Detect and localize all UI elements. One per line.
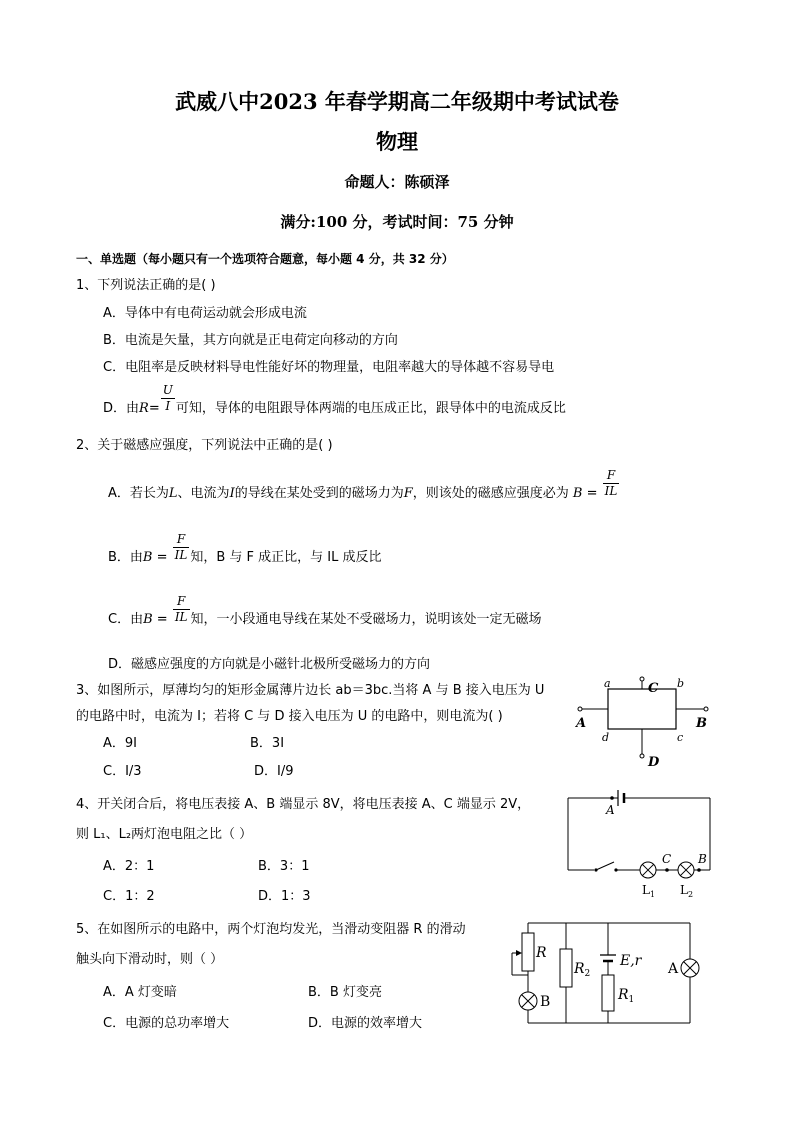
section-heading: 一、单选题（每小题只有一个选项符合题意，每小题 4 分，共 32 分） (76, 252, 454, 266)
q2-b-fraction: $\frac{F}{IL}$ (174, 532, 188, 562)
label-B: B (696, 716, 707, 731)
q2-stem: 2、关于磁感应强度，下列说法中正确的是( ) (76, 438, 333, 453)
exam-title: 武威八中2023 年春学期高二年级期中考试试卷 (175, 89, 619, 114)
q2-c-fraction: $\frac{F}{IL}$ (174, 594, 188, 624)
q3-option-c: C．I/3 (103, 764, 142, 779)
label-L2: $L_2$ (680, 883, 694, 898)
subject-title: 物理 (376, 129, 418, 154)
slider-arrow (516, 950, 522, 956)
q4-option-d: D．1：3 (258, 889, 311, 904)
q5-option-a: A．A 灯变暗 (103, 985, 177, 1000)
label-A: A (668, 961, 679, 977)
author-line: 命题人：陈硕泽 (344, 173, 450, 191)
q4-option-c: C．1：2 (103, 889, 155, 904)
switch-blade (596, 862, 614, 870)
q3-option-d: D．I/9 (254, 764, 294, 779)
label-L1: $L_1$ (642, 883, 656, 898)
label-D: D (648, 755, 660, 770)
node-b (697, 868, 701, 872)
q5-line2: 触头向下滑动时，则（ ） (76, 952, 224, 967)
label-R1: $R_1$ (618, 987, 635, 1005)
node-a (610, 796, 614, 800)
q4-line1: 4、开关闭合后，将电压表接 A、B 端显示 8V，将电压表接 A、C 端显示 2V， (76, 797, 531, 812)
q2-option-b: B．由B = $\frac{F}{IL}$ 知，B 与 F 成正比，与 IL 成反比 (108, 532, 382, 565)
terminal-d (640, 754, 644, 758)
q2-option-d: D．磁感应强度的方向就是小磁针北极所受磁场力的方向 (108, 657, 431, 672)
metal-plate (608, 689, 676, 729)
rheostat-r (522, 933, 534, 971)
q2-a-fraction: $\frac{F}{IL}$ (604, 468, 618, 498)
q4-option-b: B．3：1 (258, 859, 310, 874)
q1-option-c: C．电阻率是反映材料导电性能好坏的物理量，电阻率越大的导体越不容易导电 (103, 360, 555, 375)
label-R: R (536, 945, 547, 961)
q1-option-a: A．导体中有电荷运动就会形成电流 (103, 306, 307, 321)
q4-option-a: A．2：1 (103, 859, 155, 874)
q1-stem: 1、下列说法正确的是( ) (76, 278, 216, 293)
q1-option-b: B．电流是矢量，其方向就是正电荷定向移动的方向 (103, 333, 398, 348)
label-C: C (648, 681, 659, 696)
label-A: A (576, 716, 587, 731)
q5-option-b: B．B 灯变亮 (308, 985, 382, 1000)
q3-option-b: B．3I (250, 736, 285, 751)
label-d: d (602, 731, 610, 744)
resistor-r2 (560, 949, 572, 987)
q3-line1: 3、如图所示，厚薄均匀的矩形金属薄片边长 ab＝3bc.当将 A 与 B 接入电压为 U (76, 683, 545, 698)
label-A: A (606, 803, 615, 817)
label-B: B (540, 994, 551, 1010)
node-c (665, 868, 669, 872)
q5-option-c: C．电源的总功率增大 (103, 1016, 230, 1031)
score-time-line: 满分:100 分，考试时间：75 分钟 (280, 213, 514, 231)
label-b: b (677, 677, 685, 690)
q2-option-a: A．若长为L、电流为I的导线在某处受到的磁场力为F，则该处的磁感应强度必为 B = $\frac{F}{IL}$ (108, 468, 618, 501)
q1-option-d: D．由R= $\frac{U}{I}$ 可知，导体的电阻跟导体两端的电压成正比，跟导体中的电流成反比 (103, 383, 566, 416)
q3-line2: 的电路中时，电流为 I；若将 C 与 D 接入电压为 U 的电路中，则电流为( ) (76, 709, 503, 724)
q5-line1: 5、在如图所示的电路中，两个灯泡均发光，当滑动变阻器 R 的滑动 (76, 922, 466, 937)
terminal-c (640, 677, 644, 681)
label-R2: $R_2$ (574, 961, 591, 979)
q5-circuit-figure (500, 915, 716, 1027)
resistor-r1 (602, 975, 614, 1011)
terminal-b (704, 707, 708, 711)
label-Er: E,r (620, 953, 642, 969)
q3-rectangle-figure (570, 676, 720, 771)
label-C: C (662, 852, 672, 866)
label-B: B (698, 852, 707, 866)
q4-line2: 则 L₁、L₂两灯泡电阻之比（ ） (76, 827, 253, 842)
label-c: c (677, 731, 684, 744)
terminal-a (578, 707, 582, 711)
q5-option-d: D．电源的效率增大 (308, 1016, 423, 1031)
q4-circuit-figure (560, 786, 720, 898)
q1-d-fraction: $\frac{U}{I}$ (162, 383, 173, 413)
q2-option-c: C．由B = $\frac{F}{IL}$ 知，一小段通电导线在某处不受磁场力，说明该处一定无磁场 (108, 594, 542, 627)
q3-option-a: A．9I (103, 736, 137, 751)
label-a: a (604, 677, 611, 690)
